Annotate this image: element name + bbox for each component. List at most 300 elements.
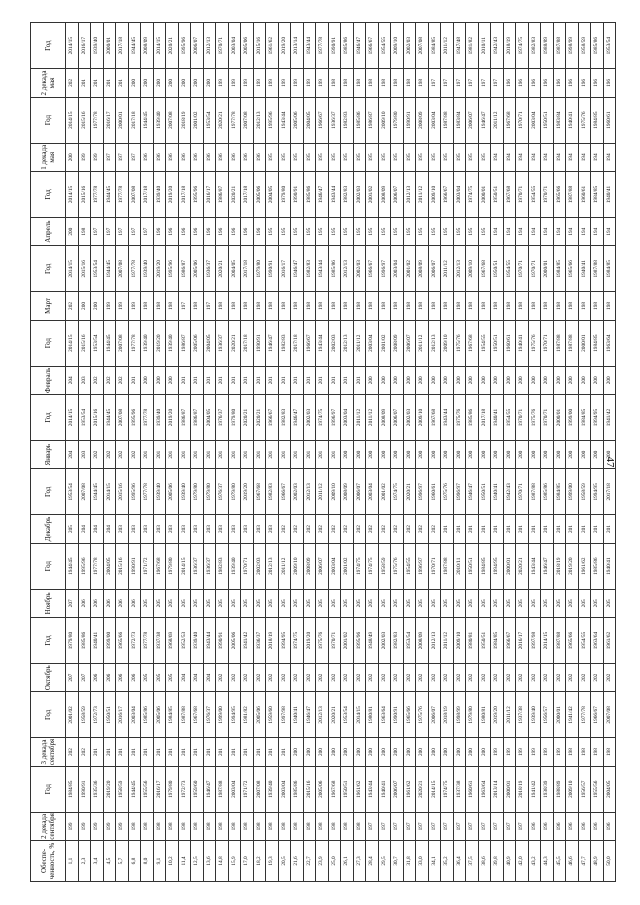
year-cell: 1936/37 — [191, 543, 204, 589]
level-cell: 206 — [128, 589, 141, 617]
table-row — [503, 23, 516, 882]
year-cell: 1966/67 — [366, 246, 379, 292]
level-cell: 205 — [603, 589, 616, 617]
level-cell: 200 — [178, 69, 191, 97]
level-cell: 203 — [241, 515, 254, 543]
year-cell: 1944/45 — [66, 543, 79, 589]
level-cell: 195 — [291, 218, 304, 246]
level-cell: 196 — [153, 143, 166, 171]
level-cell: 200 — [328, 738, 341, 766]
level-cell: 198 — [578, 292, 591, 320]
level-cell: 196 — [578, 69, 591, 97]
year-cell: 1999/00 — [216, 692, 229, 738]
year-cell: 2005/06 — [153, 692, 166, 738]
year-cell: 1979/80 — [228, 469, 241, 515]
year-cell: 1995/96 — [128, 394, 141, 440]
level-cell: 194 — [516, 143, 529, 171]
level-cell: 198 — [166, 292, 179, 320]
level-cell: 200 — [441, 441, 454, 469]
probability-cell: 39,8 — [491, 840, 504, 881]
year-cell: 1984/85 — [603, 246, 616, 292]
level-cell: 200 — [391, 441, 404, 469]
table-row — [566, 23, 579, 882]
level-cell: 199 — [228, 69, 241, 97]
year-cell: 1941/42 — [528, 766, 541, 812]
level-cell: 205 — [441, 589, 454, 617]
table-row — [366, 23, 379, 882]
level-cell: 200 — [378, 366, 391, 394]
level-cell: 205 — [391, 589, 404, 617]
level-cell: 197 — [478, 69, 491, 97]
year-cell: 1944/45 — [103, 394, 116, 440]
level-cell: 195 — [328, 143, 341, 171]
level-cell: 199 — [516, 738, 529, 766]
level-cell: 200 — [578, 366, 591, 394]
level-cell: 194 — [528, 218, 541, 246]
level-cell: 202 — [253, 664, 266, 692]
year-cell: 1996/97 — [453, 469, 466, 515]
year-cell: 2012/13 — [203, 23, 216, 69]
year-cell: 1990/91 — [128, 543, 141, 589]
year-cell: 1944/45 — [128, 766, 141, 812]
column-header: Обеспе-ченность, % — [31, 840, 66, 881]
level-cell: 201 — [128, 366, 141, 394]
year-cell: 1963/64 — [603, 320, 616, 366]
level-cell: 200 — [91, 292, 104, 320]
year-cell: 1985/86 — [341, 23, 354, 69]
level-cell: 202 — [291, 515, 304, 543]
level-cell: 195 — [378, 218, 391, 246]
year-cell: 1982/83 — [266, 469, 279, 515]
year-cell: 1941/42 — [241, 617, 254, 663]
year-cell: 2017/18 — [141, 171, 154, 217]
year-cell: 2003/04 — [391, 246, 404, 292]
year-cell: 1958/59 — [578, 23, 591, 69]
level-cell: 203 — [253, 515, 266, 543]
level-cell: 202 — [428, 515, 441, 543]
level-cell: 197 — [466, 69, 479, 97]
year-cell: 1953/54 — [403, 617, 416, 663]
level-cell: 195 — [316, 218, 329, 246]
level-cell: 200 — [541, 366, 554, 394]
year-cell: 2002/03 — [353, 171, 366, 217]
year-cell: 1950/51 — [341, 766, 354, 812]
year-cell: 1986/87 — [178, 394, 191, 440]
level-cell: 198 — [328, 292, 341, 320]
level-cell: 206 — [91, 664, 104, 692]
level-cell: 198 — [341, 812, 354, 840]
year-cell: 1947/48 — [453, 23, 466, 69]
column-header: Год — [31, 617, 66, 663]
year-cell: 1955/56 — [591, 766, 604, 812]
level-cell: 199 — [316, 69, 329, 97]
year-cell: 1946/47 — [203, 766, 216, 812]
level-cell: 194 — [503, 218, 516, 246]
level-cell: 194 — [603, 218, 616, 246]
year-cell: 1982/83 — [216, 543, 229, 589]
level-cell: 200 — [453, 738, 466, 766]
level-cell: 201 — [216, 738, 229, 766]
year-cell: 2007/08 — [416, 23, 429, 69]
year-cell: 1984/85 — [428, 23, 441, 69]
year-cell: 1943/44 — [303, 23, 316, 69]
year-cell: 1987/88 — [441, 543, 454, 589]
level-cell: 200 — [466, 366, 479, 394]
year-cell: 2000/01 — [553, 394, 566, 440]
year-cell: 1988/89 — [553, 766, 566, 812]
probability-cell: 4,5 — [103, 840, 116, 881]
year-cell: 2003/04 — [328, 543, 341, 589]
level-cell: 199 — [503, 738, 516, 766]
table-row — [341, 23, 354, 882]
year-cell: 2008/09 — [141, 23, 154, 69]
level-cell: 198 — [503, 292, 516, 320]
level-cell: 202 — [103, 441, 116, 469]
year-cell: 1982/83 — [391, 617, 404, 663]
level-cell: 200 — [466, 738, 479, 766]
level-cell: 202 — [378, 515, 391, 543]
level-cell: 201 — [191, 738, 204, 766]
level-cell: 201 — [453, 515, 466, 543]
probability-cell: 3,4 — [91, 840, 104, 881]
rotated-table — [30, 22, 612, 882]
year-cell: 1970/71 — [516, 97, 529, 143]
year-cell: 1943/44 — [203, 617, 216, 663]
year-cell: 2006/07 — [428, 246, 441, 292]
level-cell: 202 — [66, 738, 79, 766]
year-cell: 2011/12 — [441, 246, 454, 292]
year-cell: 1984/85 — [553, 469, 566, 515]
level-cell: 198 — [466, 292, 479, 320]
year-cell: 2003/04 — [366, 320, 379, 366]
year-cell: 1977/78 — [128, 320, 141, 366]
year-cell: 1960/61 — [603, 97, 616, 143]
table-row — [603, 23, 616, 882]
column-header: Год — [31, 692, 66, 738]
level-cell: 202 — [416, 515, 429, 543]
year-cell: 1970/71 — [328, 617, 341, 663]
level-cell: 200 — [78, 292, 91, 320]
level-cell: 201 — [328, 366, 341, 394]
level-cell: 195 — [478, 218, 491, 246]
year-cell: 1970/71 — [541, 394, 554, 440]
year-cell: 1987/88 — [566, 320, 579, 366]
year-cell: 2000/01 — [478, 171, 491, 217]
year-cell: 1985/86 — [541, 469, 554, 515]
year-cell: 1936/37 — [216, 320, 229, 366]
year-cell: 1950/51 — [103, 692, 116, 738]
year-cell: 1943/44 — [316, 246, 329, 292]
year-cell: 1950/51 — [478, 469, 491, 515]
level-cell: 205 — [453, 589, 466, 617]
level-cell: 199 — [91, 812, 104, 840]
year-cell: 2001/02 — [341, 617, 354, 663]
level-cell: 198 — [416, 292, 429, 320]
level-cell: 195 — [378, 143, 391, 171]
year-cell: 1995/96 — [128, 469, 141, 515]
level-cell: 201 — [303, 441, 316, 469]
year-cell: 2006/07 — [316, 543, 329, 589]
table-header-row — [31, 23, 66, 882]
level-cell: 195 — [303, 218, 316, 246]
level-cell: 200 — [416, 441, 429, 469]
year-cell: 2000/01 — [116, 97, 129, 143]
level-cell: 198 — [341, 69, 354, 97]
year-cell: 2000/01 — [503, 766, 516, 812]
level-cell: 197 — [403, 812, 416, 840]
year-cell: 2003/04 — [366, 469, 379, 515]
year-cell: 1975/76 — [316, 617, 329, 663]
year-cell: 1940/41 — [578, 246, 591, 292]
year-cell: 1939/40 — [141, 246, 154, 292]
year-cell: 1975/76 — [453, 394, 466, 440]
level-cell: 201 — [253, 441, 266, 469]
year-cell: 2014/15 — [66, 320, 79, 366]
year-cell: 2000/01 — [578, 320, 591, 366]
level-cell: 194 — [541, 218, 554, 246]
level-cell: 196 — [603, 69, 616, 97]
level-cell: 204 — [91, 515, 104, 543]
year-cell: 2003/04 — [453, 171, 466, 217]
year-cell: 1946/47 — [303, 692, 316, 738]
year-cell: 1979/80 — [253, 246, 266, 292]
level-cell: 201 — [203, 366, 216, 394]
level-cell: 205 — [178, 589, 191, 617]
level-cell: 200 — [341, 738, 354, 766]
year-cell: 2008/09 — [416, 97, 429, 143]
level-cell: 201 — [353, 366, 366, 394]
probability-cell: 19,3 — [266, 840, 279, 881]
year-cell: 2015/16 — [116, 469, 129, 515]
year-cell: 1977/78 — [141, 617, 154, 663]
level-cell: 197 — [516, 812, 529, 840]
level-cell: 205 — [366, 589, 379, 617]
year-cell: 1987/88 — [441, 97, 454, 143]
year-cell: 1967/68 — [478, 246, 491, 292]
level-cell: 197 — [466, 812, 479, 840]
level-cell: 198 — [441, 292, 454, 320]
level-cell: 196 — [253, 143, 266, 171]
year-cell: 2011/12 — [416, 171, 429, 217]
level-cell: 195 — [291, 143, 304, 171]
year-cell: 2009/10 — [441, 320, 454, 366]
level-cell: 198 — [541, 292, 554, 320]
year-cell: 1975/76 — [441, 469, 454, 515]
level-cell: 198 — [303, 812, 316, 840]
year-cell: 1954/55 — [503, 394, 516, 440]
level-cell: 201 — [141, 738, 154, 766]
year-cell: 1974/75 — [366, 543, 379, 589]
year-cell: 2017/18 — [241, 171, 254, 217]
year-cell: 2017/18 — [128, 97, 141, 143]
year-cell: 2019/20 — [278, 23, 291, 69]
level-cell: 205 — [228, 589, 241, 617]
level-cell: 198 — [566, 738, 579, 766]
year-cell: 1939/40 — [153, 97, 166, 143]
year-cell: 2016/17 — [153, 766, 166, 812]
level-cell: 197 — [428, 69, 441, 97]
year-cell: 2002/03 — [353, 246, 366, 292]
level-cell: 196 — [153, 218, 166, 246]
year-cell: 1974/75 — [516, 23, 529, 69]
column-header: Февраль — [31, 366, 66, 394]
level-cell: 194 — [553, 143, 566, 171]
year-cell: 1977/78 — [316, 23, 329, 69]
probability-cell: 17,0 — [241, 840, 254, 881]
year-cell: 2019/20 — [153, 246, 166, 292]
level-cell: 205 — [353, 589, 366, 617]
level-cell: 197 — [103, 218, 116, 246]
level-cell: 196 — [591, 69, 604, 97]
year-cell: 2007/08 — [116, 320, 129, 366]
year-cell: 2012/13 — [303, 469, 316, 515]
level-cell: 198 — [403, 69, 416, 97]
column-header: Ноябрь — [31, 589, 66, 617]
level-cell: 199 — [128, 292, 141, 320]
year-cell: 1998/99 — [453, 692, 466, 738]
probability-cell: 47,7 — [578, 840, 591, 881]
level-cell: 198 — [128, 812, 141, 840]
year-cell: 1939/40 — [141, 320, 154, 366]
level-cell: 199 — [103, 292, 116, 320]
level-cell: 197 — [116, 143, 129, 171]
year-cell: 1982/83 — [341, 97, 354, 143]
year-cell: 2006/07 — [391, 171, 404, 217]
year-cell: 1994/95 — [591, 394, 604, 440]
year-cell: 2002/03 — [328, 320, 341, 366]
level-cell: 198 — [153, 812, 166, 840]
level-cell: 200 — [491, 441, 504, 469]
level-cell: 200 — [353, 738, 366, 766]
probability-cell: 33,0 — [416, 840, 429, 881]
level-cell: 202 — [391, 515, 404, 543]
level-cell: 202 — [91, 366, 104, 394]
year-cell: 1997/98 — [278, 692, 291, 738]
year-cell: 2005/06 — [191, 246, 204, 292]
level-cell: 195 — [341, 143, 354, 171]
year-cell: 1977/78 — [91, 97, 104, 143]
level-cell: 195 — [278, 143, 291, 171]
year-cell: 2014/15 — [541, 617, 554, 663]
year-cell: 2020/21 — [216, 97, 229, 143]
level-cell: 194 — [566, 143, 579, 171]
year-cell: 2004/05 — [603, 766, 616, 812]
year-cell: 1943/44 — [441, 394, 454, 440]
year-cell: 1961/62 — [353, 766, 366, 812]
year-cell: 2015/16 — [116, 543, 129, 589]
level-cell: 196 — [553, 69, 566, 97]
level-cell: 195 — [453, 143, 466, 171]
year-cell: 1986/87 — [178, 320, 191, 366]
year-cell: 1941/42 — [603, 394, 616, 440]
level-cell: 196 — [541, 812, 554, 840]
level-cell: 197 — [391, 812, 404, 840]
level-cell: 200 — [403, 441, 416, 469]
column-header: Октябрь — [31, 664, 66, 692]
year-cell: 1961/62 — [603, 617, 616, 663]
level-cell: 196 — [241, 143, 254, 171]
level-cell: 202 — [316, 515, 329, 543]
level-cell: 202 — [378, 664, 391, 692]
level-cell: 196 — [141, 143, 154, 171]
level-cell: 205 — [191, 589, 204, 617]
probability-cell: 23,9 — [316, 840, 329, 881]
level-cell: 198 — [291, 292, 304, 320]
level-cell: 202 — [341, 515, 354, 543]
level-cell: 207 — [78, 664, 91, 692]
level-cell: 198 — [291, 812, 304, 840]
level-cell: 197 — [453, 69, 466, 97]
year-cell: 1974/75 — [441, 766, 454, 812]
level-cell: 200 — [541, 441, 554, 469]
level-cell: 195 — [278, 218, 291, 246]
year-cell: 2005/06 — [166, 469, 179, 515]
level-cell: 200 — [303, 738, 316, 766]
year-cell: 1999/00 — [566, 469, 579, 515]
year-cell: 1960/61 — [578, 171, 591, 217]
level-cell: 198 — [491, 292, 504, 320]
level-cell: 205 — [153, 664, 166, 692]
year-cell: 1999/00 — [566, 394, 579, 440]
level-cell: 205 — [153, 589, 166, 617]
year-cell: 1985/86 — [591, 23, 604, 69]
year-cell: 1977/78 — [91, 543, 104, 589]
year-cell: 1940/41 — [491, 469, 504, 515]
level-cell: 200 — [478, 366, 491, 394]
table-row — [241, 23, 254, 882]
year-cell: 2003/04 — [341, 394, 354, 440]
level-cell: 198 — [516, 292, 529, 320]
level-cell: 196 — [191, 218, 204, 246]
level-cell: 198 — [316, 812, 329, 840]
level-cell: 200 — [453, 441, 466, 469]
year-cell: 1979/80 — [391, 97, 404, 143]
year-cell: 1987/88 — [528, 469, 541, 515]
year-cell: 1985/86 — [141, 692, 154, 738]
year-cell: 1966/67 — [316, 97, 329, 143]
level-cell: 199 — [103, 812, 116, 840]
level-cell: 200 — [441, 366, 454, 394]
level-cell: 198 — [78, 218, 91, 246]
year-cell: 2004/05 — [303, 97, 316, 143]
level-cell: 195 — [478, 143, 491, 171]
year-cell: 2009/10 — [466, 246, 479, 292]
year-cell: 2008/09 — [303, 543, 316, 589]
exceedance-table — [30, 22, 616, 882]
year-cell: 2005/06 — [253, 692, 266, 738]
level-cell: 201 — [91, 69, 104, 97]
year-cell: 2002/03 — [303, 394, 316, 440]
year-cell: 1966/67 — [278, 469, 291, 515]
year-cell: 2000/01 — [503, 543, 516, 589]
year-cell: 2009/10 — [391, 23, 404, 69]
level-cell: 201 — [228, 366, 241, 394]
level-cell: 202 — [591, 664, 604, 692]
year-cell: 1970/71 — [428, 543, 441, 589]
level-cell: 200 — [453, 366, 466, 394]
level-cell: 194 — [591, 143, 604, 171]
level-cell: 195 — [453, 218, 466, 246]
level-cell: 201 — [291, 366, 304, 394]
level-cell: 200 — [366, 441, 379, 469]
level-cell: 195 — [391, 143, 404, 171]
year-cell: 2014/15 — [428, 766, 441, 812]
level-cell: 202 — [553, 664, 566, 692]
year-cell: 1977/78 — [91, 171, 104, 217]
level-cell: 202 — [116, 366, 129, 394]
level-cell: 205 — [216, 589, 229, 617]
year-cell: 2018/19 — [441, 692, 454, 738]
